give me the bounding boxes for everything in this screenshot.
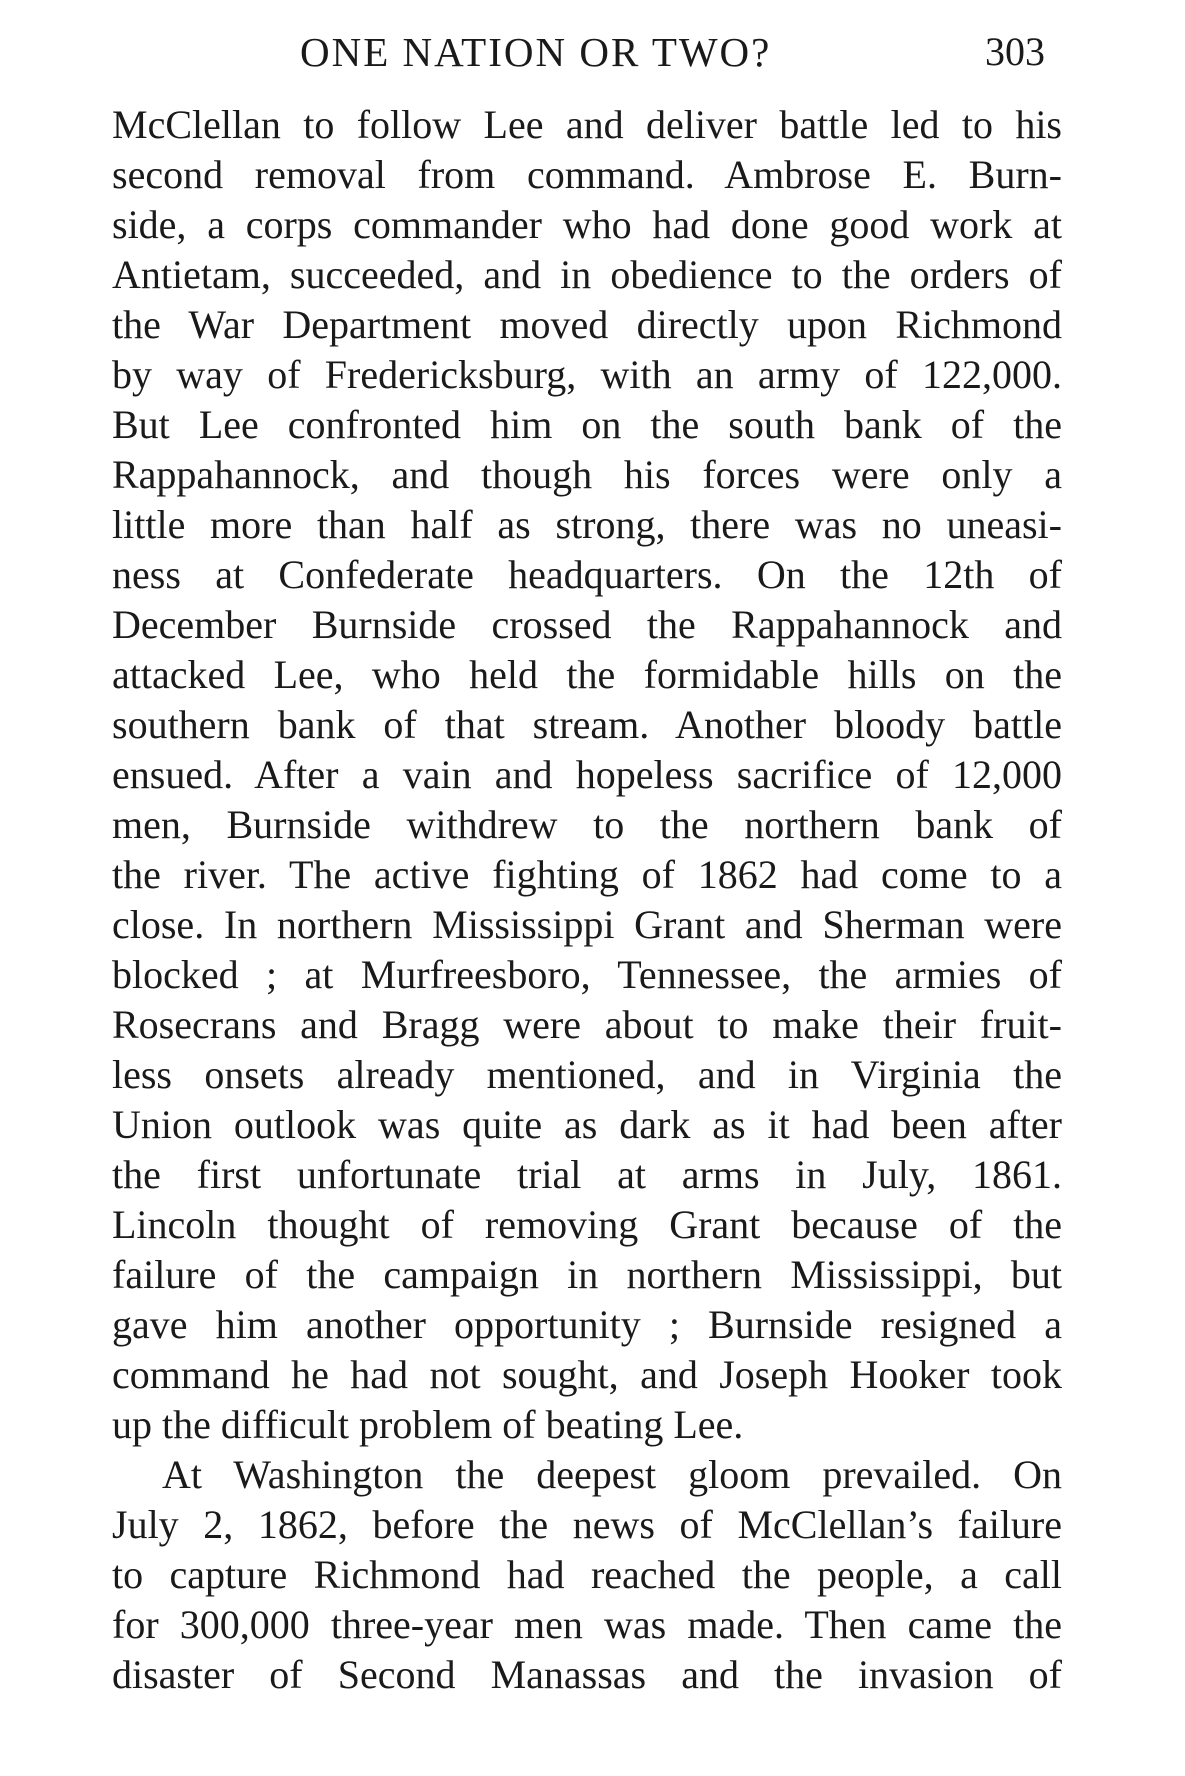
text-line: At Washington the deepest gloom prevailed. On bbox=[162, 1452, 1062, 1497]
text-line: Rosecrans and Bragg were about to make their fruit- bbox=[112, 1002, 1062, 1047]
running-title: ONE NATION OR TWO? bbox=[300, 29, 772, 75]
text-line: Rappahannock, and though his forces were only a bbox=[112, 452, 1062, 497]
text-line: blocked ; at Murfreesboro, Tennessee, the armies of bbox=[112, 952, 1062, 997]
text-line: Antietam, succeeded, and in obedience to the orders of bbox=[112, 252, 1062, 297]
text-line: Lincoln thought of removing Grant because of the bbox=[112, 1202, 1062, 1247]
text-line: the river. The active fighting of 1862 had come to a bbox=[112, 852, 1062, 897]
text-line: to capture Richmond had reached the people, a call bbox=[112, 1552, 1062, 1597]
paragraph-2 bbox=[112, 1450, 1062, 1700]
text-line: July 2, 1862, before the news of McClellan’s failure bbox=[112, 1502, 1062, 1547]
page-number: 303 bbox=[985, 29, 1045, 74]
text-line: ensued. After a vain and hopeless sacrifice of 12,000 bbox=[112, 752, 1062, 797]
text-line: Union outlook was quite as dark as it had been after bbox=[112, 1102, 1062, 1147]
text-line: McClellan to follow Lee and deliver battle led to his bbox=[112, 102, 1062, 147]
text-line: the War Department moved directly upon Richmond bbox=[112, 302, 1062, 347]
text-line: less onsets already mentioned, and in Virginia the bbox=[112, 1052, 1062, 1097]
text-body bbox=[112, 100, 1062, 1700]
text-line: gave him another opportunity ; Burnside resigned a bbox=[112, 1302, 1062, 1347]
paragraph-1 bbox=[112, 100, 1062, 1450]
text-line: the first unfortunate trial at arms in July, 1861. bbox=[112, 1152, 1062, 1197]
text-line: southern bank of that stream. Another bloody battle bbox=[112, 702, 1062, 747]
text-line: little more than half as strong, there was no uneasi- bbox=[112, 502, 1062, 547]
text-line: up the difficult problem of beating Lee. bbox=[112, 1402, 744, 1447]
text-line: But Lee confronted him on the south bank of the bbox=[112, 402, 1062, 447]
text-line: command he had not sought, and Joseph Hooker took bbox=[112, 1352, 1062, 1397]
text-line: failure of the campaign in northern Mississippi, but bbox=[112, 1252, 1062, 1297]
text-line: close. In northern Mississippi Grant and Sherman were bbox=[112, 902, 1062, 947]
text-line: ness at Confederate headquarters. On the 12th of bbox=[112, 552, 1062, 597]
text-line: men, Burnside withdrew to the northern bank of bbox=[112, 802, 1062, 847]
text-line: side, a corps commander who had done good work at bbox=[112, 202, 1062, 247]
text-line: disaster of Second Manassas and the invasion of bbox=[112, 1652, 1062, 1697]
text-line: for 300,000 three-year men was made. Then came the bbox=[112, 1602, 1062, 1647]
text-line: December Burnside crossed the Rappahannock and bbox=[112, 602, 1062, 647]
text-line: by way of Fredericksburg, with an army of 122,000. bbox=[112, 352, 1062, 397]
text-line: second removal from command. Ambrose E. Burn- bbox=[112, 152, 1062, 197]
text-line: attacked Lee, who held the formidable hills on the bbox=[112, 652, 1062, 697]
running-head bbox=[0, 28, 1185, 88]
